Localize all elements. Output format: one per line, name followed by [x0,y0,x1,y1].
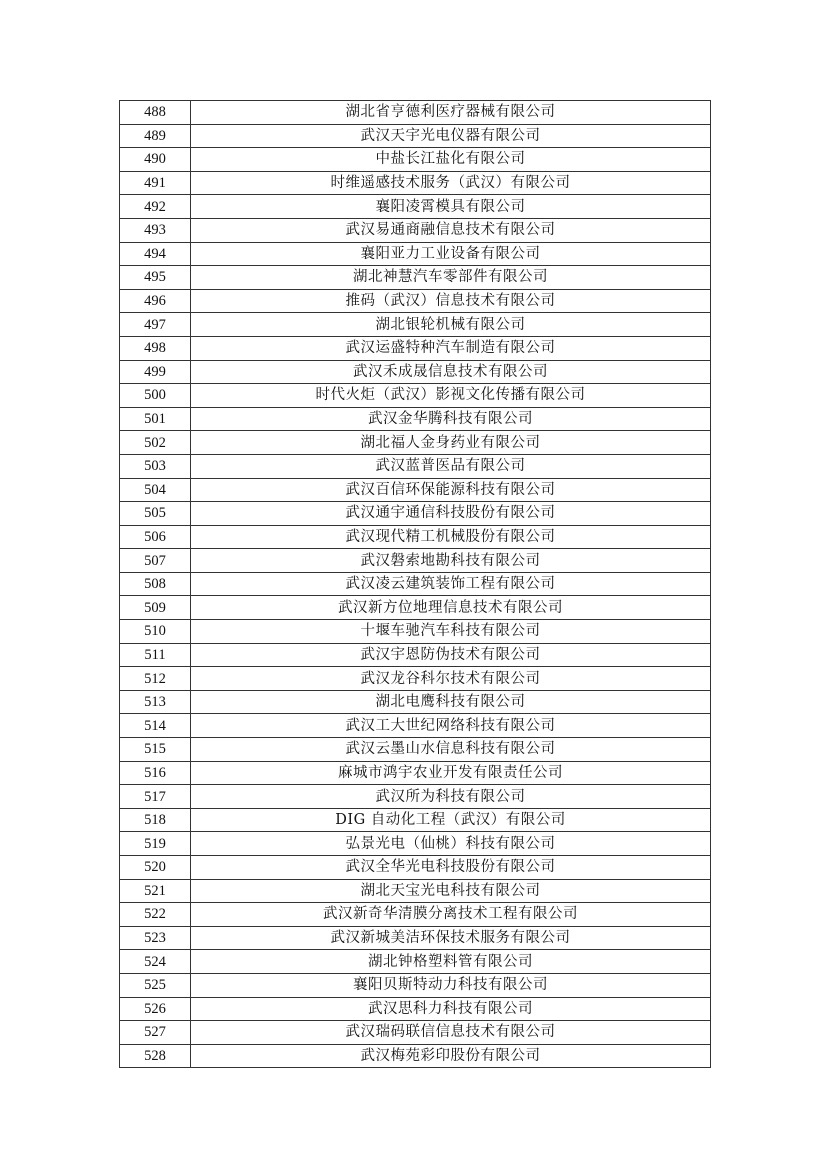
company-name-cell: 武汉金华腾科技有限公司 [191,407,711,431]
row-number-cell: 496 [120,289,191,313]
table-row [120,738,711,762]
company-name-cell: 襄阳贝斯特动力科技有限公司 [191,973,711,997]
company-name-cell: 湖北电鹰科技有限公司 [191,690,711,714]
table-row [120,478,711,502]
company-name-cell: 武汉宇恩防伪技术有限公司 [191,643,711,667]
table-row [120,997,711,1021]
company-name-cell: 武汉云墨山水信息科技有限公司 [191,738,711,762]
row-number-cell: 525 [120,973,191,997]
table-row [120,171,711,195]
row-number-cell: 490 [120,148,191,172]
table-body [120,101,711,1068]
company-name-cell: 武汉禾成晟信息技术有限公司 [191,360,711,384]
row-number-cell: 488 [120,101,191,125]
table-row [120,266,711,290]
table-row [120,218,711,242]
company-name-cell: 武汉龙谷科尔技术有限公司 [191,667,711,691]
company-name-cell: 武汉易通商融信息技术有限公司 [191,218,711,242]
table-row [120,148,711,172]
table-row [120,832,711,856]
row-number-cell: 510 [120,620,191,644]
company-name-cell: 时维遥感技术服务（武汉）有限公司 [191,171,711,195]
row-number-cell: 515 [120,738,191,762]
company-name-cell: 武汉新城美洁环保技术服务有限公司 [191,926,711,950]
table-row [120,714,711,738]
company-name-cell: 湖北钟格塑料管有限公司 [191,950,711,974]
company-name-cell: 武汉天宇光电仪器有限公司 [191,124,711,148]
table-row [120,502,711,526]
row-number-cell: 493 [120,218,191,242]
company-name-cell: 湖北神慧汽车零部件有限公司 [191,266,711,290]
company-name-cell: 时代火炬（武汉）影视文化传播有限公司 [191,384,711,408]
row-number-cell: 498 [120,336,191,360]
company-name-cell: 武汉新奇华清膜分离技术工程有限公司 [191,903,711,927]
table-row [120,1021,711,1045]
company-name-cell: 武汉梅苑彩印股份有限公司 [191,1044,711,1068]
company-name-cell: 武汉所为科技有限公司 [191,785,711,809]
row-number-cell: 497 [120,313,191,337]
row-number-cell: 516 [120,761,191,785]
company-name-cell: 武汉通宇通信科技股份有限公司 [191,502,711,526]
row-number-cell: 518 [120,808,191,832]
row-number-cell: 507 [120,549,191,573]
row-number-cell: 528 [120,1044,191,1068]
company-name-cell: 武汉全华光电科技股份有限公司 [191,856,711,880]
row-number-cell: 500 [120,384,191,408]
row-number-cell: 522 [120,903,191,927]
row-number-cell: 512 [120,667,191,691]
table-row [120,242,711,266]
table-row [120,431,711,455]
table-row [120,454,711,478]
table-row [120,620,711,644]
company-name-cell: 十堰车驰汽车科技有限公司 [191,620,711,644]
company-name-cell: 武汉磐索地勘科技有限公司 [191,549,711,573]
company-name-cell: 武汉工大世纪网络科技有限公司 [191,714,711,738]
table-row [120,549,711,573]
company-name-cell: 湖北天宝光电科技有限公司 [191,879,711,903]
table-row [120,761,711,785]
row-number-cell: 499 [120,360,191,384]
row-number-cell: 508 [120,572,191,596]
row-number-cell: 506 [120,525,191,549]
company-name-cell: 湖北福人金身药业有限公司 [191,431,711,455]
row-number-cell: 491 [120,171,191,195]
table-row [120,407,711,431]
company-name-cell: DIG 自动化工程（武汉）有限公司 [191,808,711,832]
company-list-table [119,100,711,1068]
row-number-cell: 517 [120,785,191,809]
company-name-cell: 武汉运盛特种汽车制造有限公司 [191,336,711,360]
row-number-cell: 519 [120,832,191,856]
table-row [120,572,711,596]
row-number-cell: 501 [120,407,191,431]
row-number-cell: 513 [120,690,191,714]
table-row [120,903,711,927]
company-name-cell: 湖北省亨德利医疗器械有限公司 [191,101,711,125]
table-row [120,596,711,620]
row-number-cell: 489 [120,124,191,148]
table-row [120,195,711,219]
table-row [120,926,711,950]
row-number-cell: 523 [120,926,191,950]
company-name-cell: 推码（武汉）信息技术有限公司 [191,289,711,313]
row-number-cell: 521 [120,879,191,903]
row-number-cell: 511 [120,643,191,667]
company-name-cell: 湖北银轮机械有限公司 [191,313,711,337]
company-name-cell: 武汉凌云建筑装饰工程有限公司 [191,572,711,596]
company-name-cell: 武汉瑞码联信信息技术有限公司 [191,1021,711,1045]
row-number-cell: 527 [120,1021,191,1045]
table-row [120,856,711,880]
row-number-cell: 509 [120,596,191,620]
table-row [120,808,711,832]
company-name-cell: 襄阳亚力工业设备有限公司 [191,242,711,266]
company-name-cell: 武汉百信环保能源科技有限公司 [191,478,711,502]
company-name-cell: 中盐长江盐化有限公司 [191,148,711,172]
table-row [120,313,711,337]
table-row [120,950,711,974]
company-name-cell: 武汉蓝普医品有限公司 [191,454,711,478]
company-name-cell: 武汉现代精工机械股份有限公司 [191,525,711,549]
row-number-cell: 526 [120,997,191,1021]
row-number-cell: 502 [120,431,191,455]
row-number-cell: 504 [120,478,191,502]
table-row [120,384,711,408]
table-row [120,690,711,714]
table-row [120,289,711,313]
company-name-cell: 麻城市鸿宇农业开发有限责任公司 [191,761,711,785]
table-row [120,336,711,360]
table-row [120,643,711,667]
company-name-cell: 武汉思科力科技有限公司 [191,997,711,1021]
table-row [120,667,711,691]
company-name-cell: 襄阳凌霄模具有限公司 [191,195,711,219]
row-number-cell: 503 [120,454,191,478]
company-name-cell: 弘景光电（仙桃）科技有限公司 [191,832,711,856]
table-row [120,124,711,148]
row-number-cell: 494 [120,242,191,266]
table-row [120,525,711,549]
table-row [120,973,711,997]
row-number-cell: 524 [120,950,191,974]
row-number-cell: 505 [120,502,191,526]
row-number-cell: 495 [120,266,191,290]
row-number-cell: 520 [120,856,191,880]
table-row [120,360,711,384]
table-row [120,785,711,809]
row-number-cell: 492 [120,195,191,219]
table-row [120,1044,711,1068]
table-row [120,879,711,903]
company-name-cell: 武汉新方位地理信息技术有限公司 [191,596,711,620]
table-row [120,101,711,125]
row-number-cell: 514 [120,714,191,738]
